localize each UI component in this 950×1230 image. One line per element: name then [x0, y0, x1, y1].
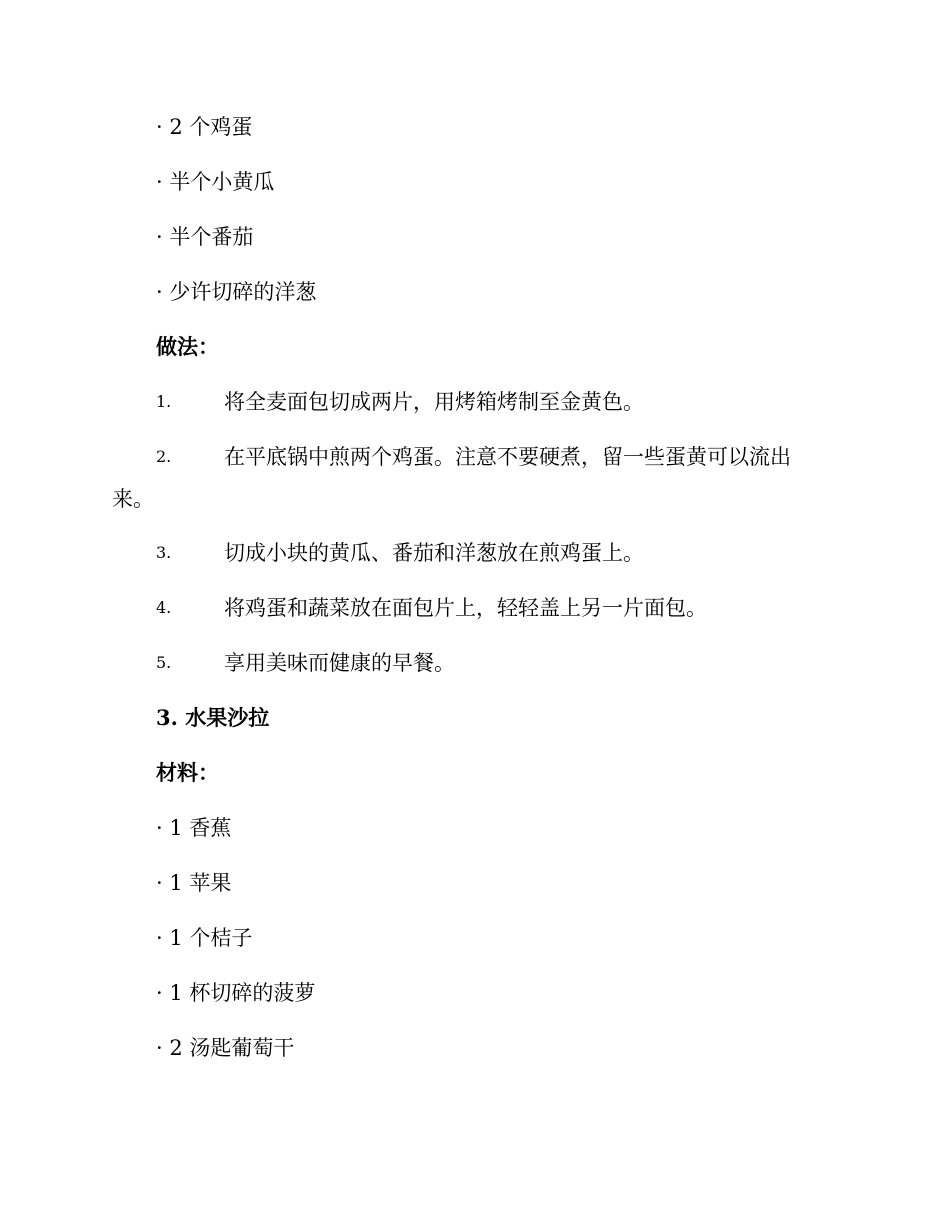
ingredient-item: · 1 个桔子	[156, 926, 253, 950]
step-number: 2.	[156, 447, 172, 466]
ingredient-item: · 1 杯切碎的菠萝	[156, 981, 316, 1005]
step-text: 切成小块的黄瓜、番茄和洋葱放在煎鸡蛋上。	[224, 541, 644, 565]
section-title: 3. 水果沙拉	[156, 705, 270, 730]
step-text: 在平底锅中煎两个鸡蛋。注意不要硬煮，留一些蛋黄可以流出	[224, 445, 791, 469]
ingredient-item: · 2 个鸡蛋	[156, 115, 253, 139]
step-number: 4.	[156, 598, 172, 617]
materials-heading: 材料：	[156, 760, 219, 785]
step-number: 5.	[156, 653, 172, 672]
step-text: 享用美味而健康的早餐。	[224, 651, 455, 675]
step-text-continuation: 来。	[112, 487, 154, 511]
ingredient-item: · 半个小黄瓜	[156, 170, 275, 194]
step-number: 3.	[156, 543, 172, 562]
step-number: 1.	[156, 392, 172, 411]
ingredient-item: · 2 汤匙葡萄干	[156, 1036, 295, 1060]
ingredient-item: · 半个番茄	[156, 225, 254, 249]
ingredient-item: · 少许切碎的洋葱	[156, 280, 317, 304]
step-text: 将全麦面包切成两片，用烤箱烤制至金黄色。	[224, 390, 644, 414]
ingredient-item: · 1 香蕉	[156, 816, 232, 840]
method-heading: 做法：	[156, 334, 219, 359]
ingredient-item: · 1 苹果	[156, 871, 232, 895]
step-text: 将鸡蛋和蔬菜放在面包片上，轻轻盖上另一片面包。	[224, 596, 707, 620]
